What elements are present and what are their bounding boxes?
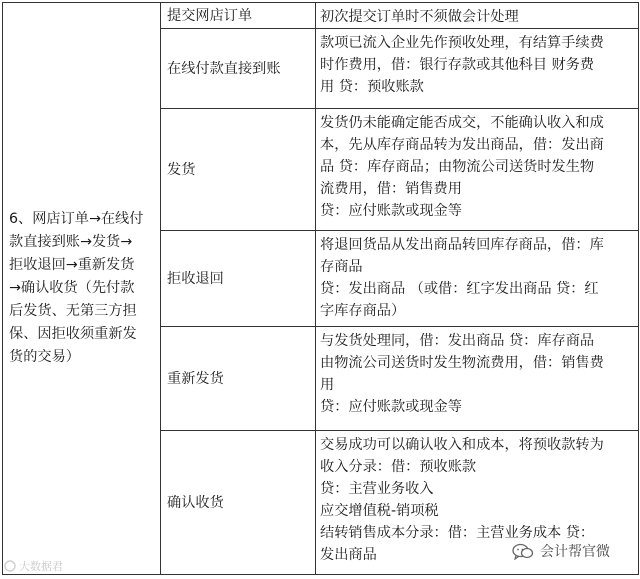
wechat-icon — [512, 543, 534, 560]
scenario-line: 6、网店订单→在线付 — [9, 211, 144, 227]
treatment-line: 交易成功可以确认收入和成本，将预收款转为 — [320, 437, 604, 453]
treatment-cell — [316, 109, 639, 231]
scenario-line: 后发货、无第三方担 — [9, 303, 137, 319]
scenario-line: 拒收退回→重新发货 — [9, 257, 135, 273]
treatment-line: 结转销售成本分录：借：主营业务成本 贷： — [320, 525, 595, 541]
treatment-cell — [316, 3, 639, 29]
step-cell: 提交网店订单 — [161, 3, 316, 29]
treatment-cell — [316, 231, 639, 327]
treatment-line: 将退回货品从发出商品转回库存商品，借：库 — [320, 237, 604, 253]
treatment-line: 流费用，借：销售费用 — [320, 181, 462, 197]
scenario-line: 货的交易） — [9, 349, 80, 365]
step-cell: 重新发货 — [161, 327, 316, 431]
scenario-line: 保、因拒收须重新发 — [9, 326, 137, 342]
watermark-right — [512, 541, 610, 561]
scenario-line: →确认收货（先付款 — [9, 280, 135, 296]
treatment-line: 收入分录：借：预收账款 — [320, 459, 477, 475]
treatment-line: 本，先从库存商品转为发出商品，借：发出商 — [320, 137, 604, 153]
treatment-line: 发货仍未能确定能否成交，不能确认收入和成 — [320, 115, 604, 131]
treatment-cell — [316, 327, 639, 431]
table-row — [3, 3, 639, 29]
scenario-line: 款直接到账→发货→ — [9, 234, 133, 250]
treatment-line: 用 贷：预收账款 — [320, 79, 424, 95]
treatment-line: 字库存商品） — [320, 303, 406, 319]
watermark-left — [4, 558, 63, 574]
treatment-line: 贷：发出商品 （或借：红字发出商品 贷：红 — [320, 281, 599, 297]
scenario-cell — [3, 3, 161, 575]
treatment-line: 贷：主营业务收入 — [320, 481, 434, 497]
treatment-line: 存商品 — [320, 259, 363, 275]
watermark-left-text: 大数据君 — [19, 560, 63, 573]
treatment-line: 与发货处理同，借：发出商品 贷：库存商品 — [320, 333, 595, 349]
treatment-line: 时作费用，借：银行存款或其他科目 财务费 — [320, 57, 595, 73]
treatment-line: 发出商品 — [320, 547, 377, 563]
treatment-line: 款项已流入企业先作预收处理，有结算手续费 — [320, 35, 604, 51]
step-cell: 拒收退回 — [161, 231, 316, 327]
treatment-line: 应交增值税-销项税 — [320, 503, 439, 519]
treatment-line: 用 — [320, 377, 335, 393]
treatment-cell — [316, 29, 639, 109]
treatment-line: 品 贷：库存商品；由物流公司送货时发生物 — [320, 159, 595, 175]
treatment-line: 贷：应付账款或现金等 — [320, 203, 462, 219]
wechat-icon — [4, 560, 16, 572]
step-cell: 发货 — [161, 109, 316, 231]
accounting-table — [2, 2, 639, 575]
treatment-line: 贷：应付账款或现金等 — [320, 399, 462, 415]
step-cell: 在线付款直接到账 — [161, 29, 316, 109]
watermark-right-text: 会计帮官微 — [540, 544, 610, 560]
treatment-line: 由物流公司送货时发生物流费用，借：销售费 — [320, 355, 604, 371]
step-cell: 确认收货 — [161, 431, 316, 575]
treatment-line: 初次提交订单时不须做会计处理 — [320, 9, 519, 25]
